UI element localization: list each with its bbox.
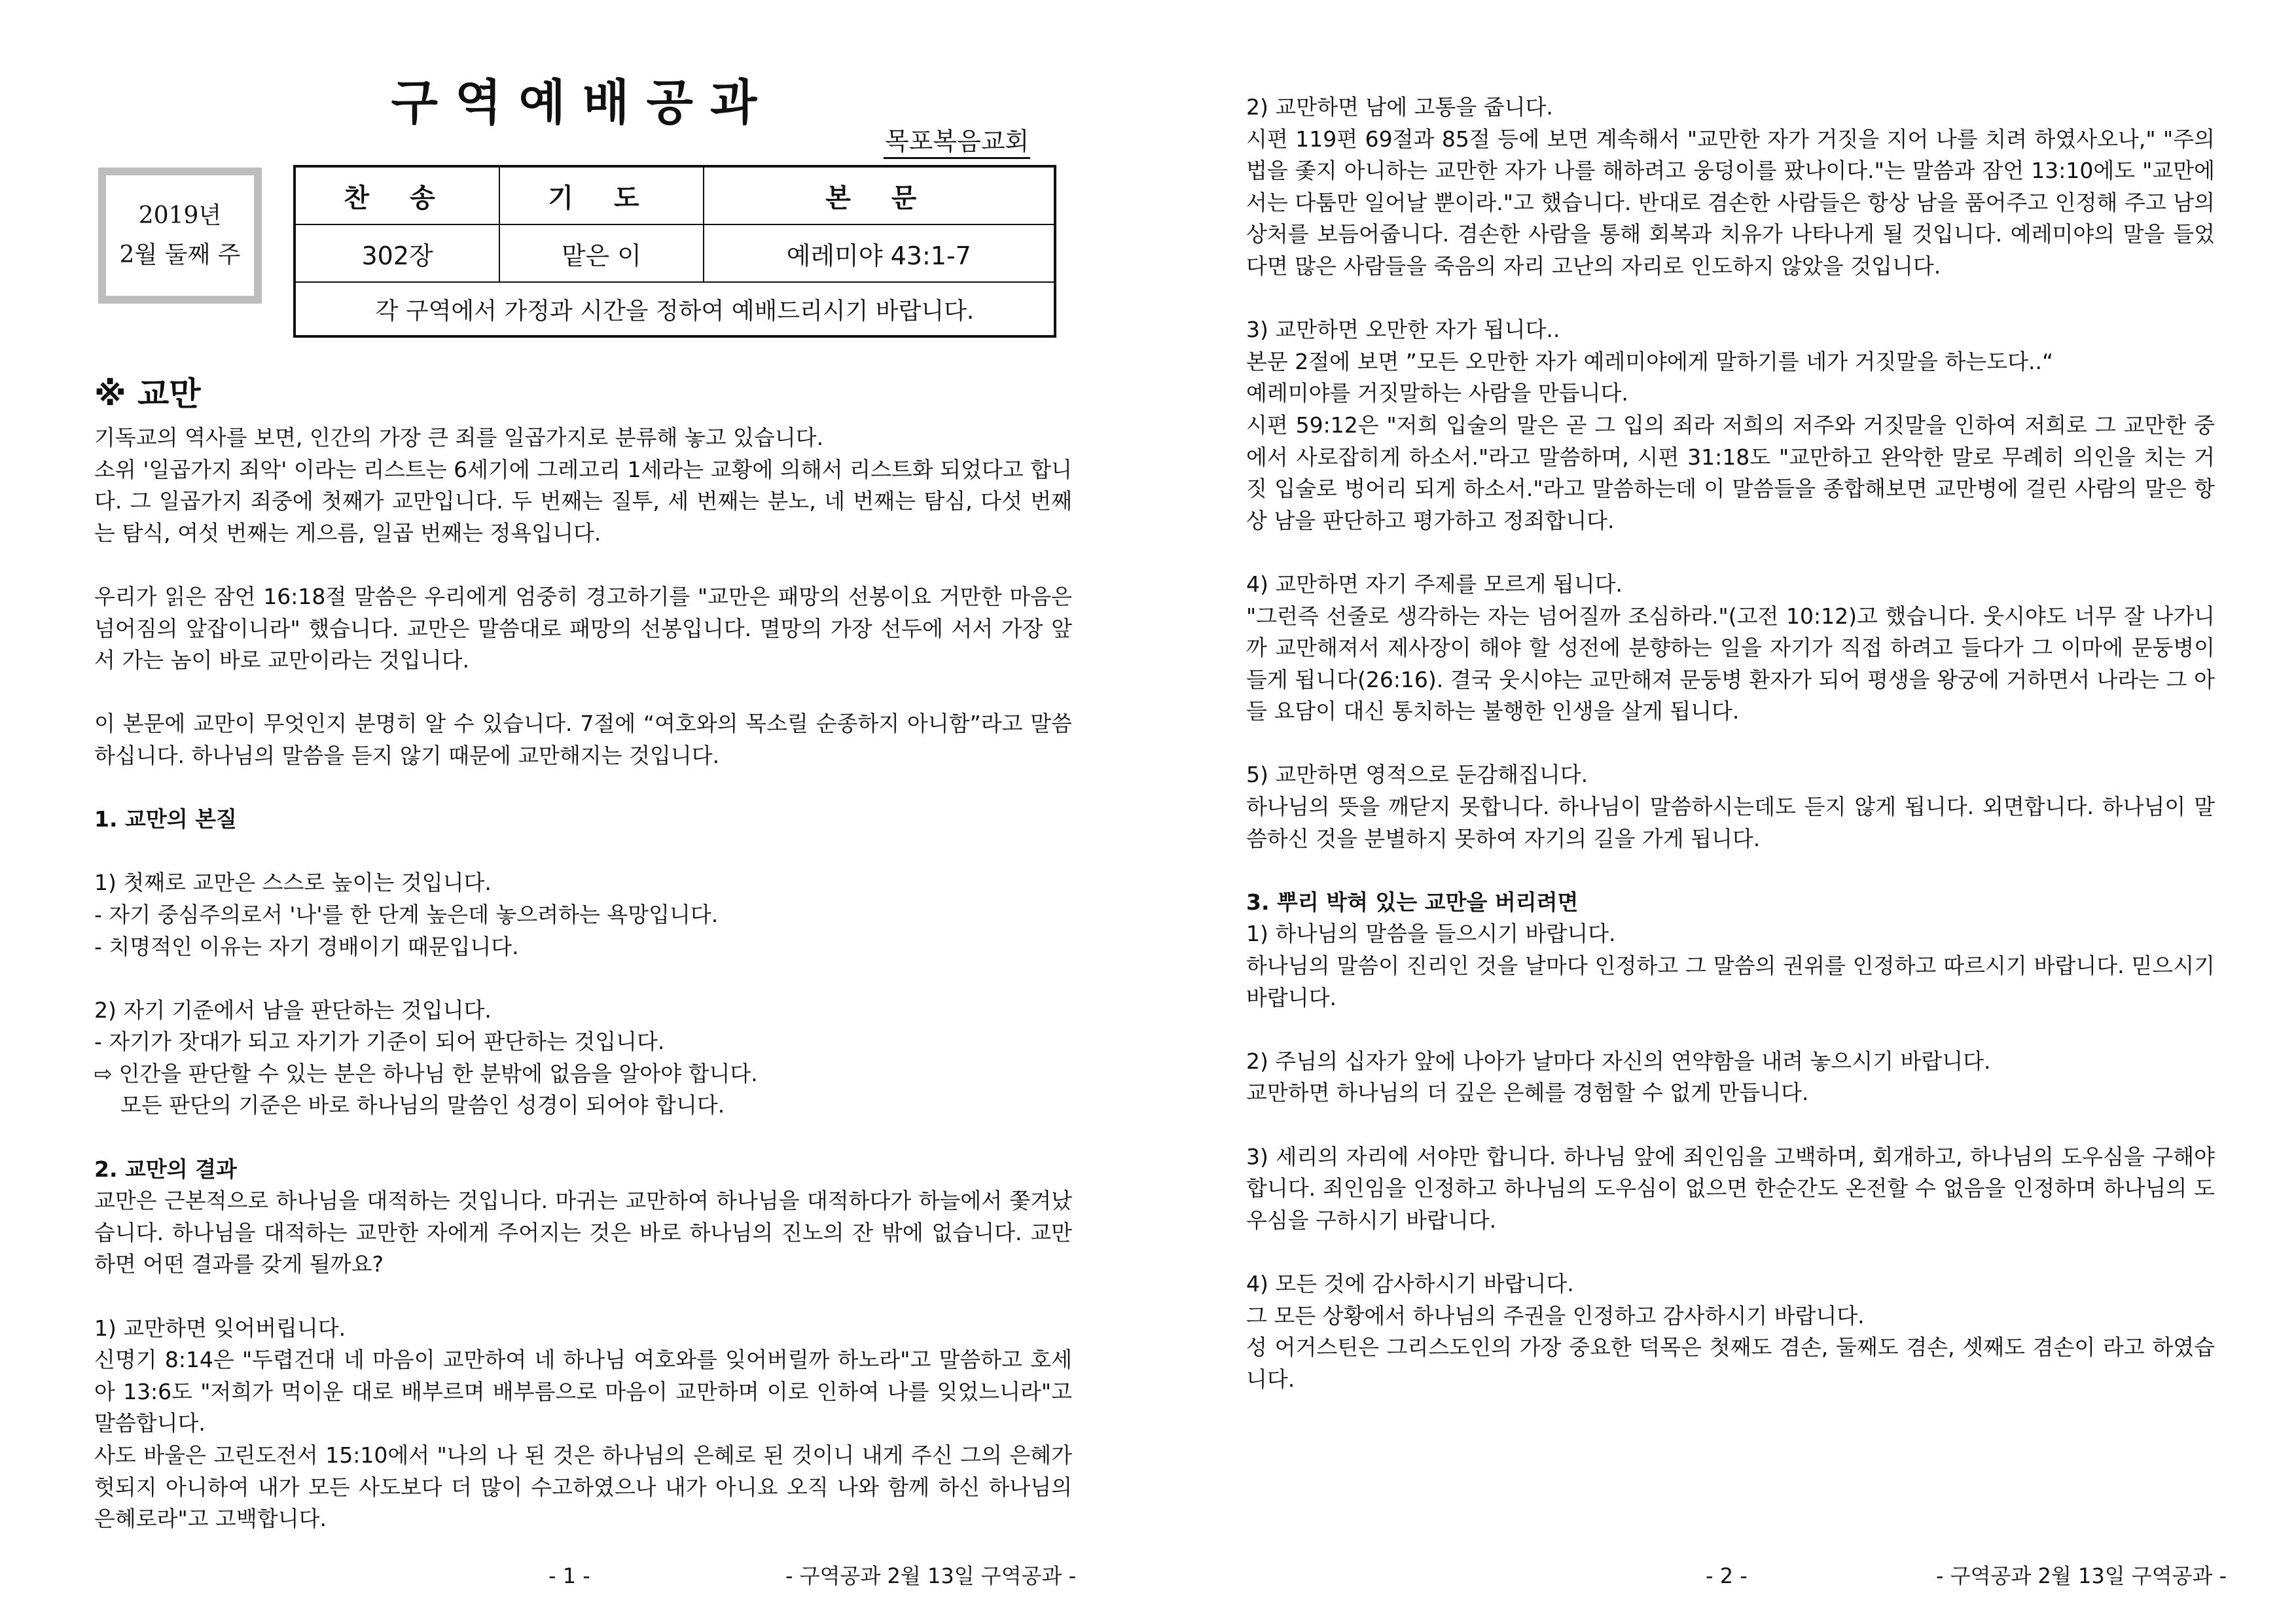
paragraph: 인간을 판단할 수 있는 분은 하나님 한 분밖에 없음을 알아야 합니다.: [118, 1060, 758, 1086]
paragraph: 4) 교만하면 자기 주제를 모르게 됩니다.: [1246, 571, 1623, 597]
subheading: 3. 뿌리 박혀 있는 교만을 버리려면: [1246, 889, 1579, 915]
spacer: [1246, 1014, 2215, 1046]
date-week: 2월 둘째 주: [119, 241, 241, 268]
date-box: [98, 168, 262, 304]
paragraph: - 자기 중심주의로서 '나'를 한 단계 높은데 놓으려하는 욕망입니다.: [94, 901, 719, 927]
left-body: [94, 422, 1072, 1535]
paragraph: 그 모든 상황에서 하나님의 주권을 인정하고 감사하시기 바랍니다.: [1246, 1302, 1865, 1329]
spacer: [1246, 283, 2215, 315]
spacer: [94, 1122, 1072, 1154]
worship-info-table: [293, 165, 1056, 338]
paragraph: 사도 바울은 고린도전서 15:10에서 "나의 나 된 것은 하나님의 은혜로 된 것이니 내게 주신 그의 은혜가 헛되지 아니하여 내가 모든 사도보다 더 많이 수고하였으나 내가 아니요 오직 나와 함께 하신 하나님의 은혜로라"고 고백합니다.: [94, 1442, 1072, 1532]
spacer: [94, 836, 1072, 868]
right-body: [1246, 92, 2215, 1395]
paragraph: 성 어거스틴은 그리스도인의 가장 중요한 덕목은 첫째도 겸손, 둘째도 겸손, 셋째도 겸손이 라고 하였습니다.: [1246, 1334, 2215, 1392]
footer-text: - 구역공과 2월 13일 구역공과 -: [785, 1563, 1077, 1588]
paragraph: 신명기 8:14은 "두렵건대 네 마음이 교만하여 네 하나님 여호와를 잊어버릴까 하노라"고 말씀하고 호세아 13:6도 "저희가 먹이운 대로 배부르며 배부름으로 마음이 교만하며 이로 인하여 나를 잊었느니라"고 말씀합니다.: [94, 1347, 1072, 1436]
text-value: 예레미야 43:1-7: [704, 224, 1055, 282]
prayer-value: 맡은 이: [499, 224, 703, 282]
paragraph: 1) 교만하면 잊어버립니다.: [94, 1315, 346, 1341]
subheading: 1. 교만의 본질: [94, 806, 237, 832]
spacer: [94, 963, 1072, 995]
paragraph: "그런즉 선줄로 생각하는 자는 넘어질까 조심하라."(고전 10:12)고 했습니다. 웃시야도 너무 잘 나가니까 교만해져서 제사장이 해야 할 성전에 분향하는 일을 자기가 직접 하려고 들다가 그 이마에 문둥병이 들게 됩니다(26:16). 결국 웃시야는 교만해져 문둥병 환자가 되어 평생을 왕궁에 거하면서 나라는 그 아들 요담이 대신 통치하는 불행한 인생을 살게 됩니다.: [1246, 603, 2215, 724]
paragraph: 시편 59:12은 "저희 입술의 말은 곧 그 입의 죄라 저희의 저주와 거짓말을 인하여 저희로 그 교만한 중에서 사로잡히게 하소서."라고 말씀하며, 시편 31:18도 "교만하고 완악한 말로 무례히 의인을 치는 거짓 입술로 벙어리 되게 하소서."라고 말씀하는데 이 말씀들을 종합해보면 교만병에 걸린 사람의 말은 항상 남을 판단하고 평가하고 정죄합니다.: [1246, 412, 2215, 533]
spacer: [1246, 537, 2215, 569]
hymn-label: 찬 송: [295, 166, 499, 224]
page-number: - 2 -: [1706, 1563, 1748, 1588]
hollow-right-arrow-icon: ⇨: [94, 1060, 113, 1086]
spacer: [94, 1281, 1072, 1313]
paragraph: 본문 2절에 보면 ”모든 오만한 자가 예레미야에게 말하기를 네가 거짓말을 하는도다..“: [1246, 348, 2054, 374]
text-label: 본 문: [704, 166, 1055, 224]
church-name: 목포복음교회: [884, 126, 1030, 159]
paragraph: 교만은 근본적으로 하나님을 대적하는 것입니다. 마귀는 교만하여 하나님을 대적하다가 하늘에서 쫓겨났습니다. 하나님을 대적하는 교만한 자에게 주어지는 것은 바로 하나님의 진노의 잔 밖에 없습니다. 교만하면 어떤 결과를 갖게 될까요?: [94, 1188, 1072, 1277]
spacer: [94, 772, 1072, 804]
paragraph: 모든 판단의 기준은 바로 하나님의 말씀인 성경이 되어야 합니다.: [120, 1092, 725, 1118]
page-number: - 1 -: [548, 1563, 590, 1588]
spacer: [94, 677, 1072, 709]
spacer: [94, 549, 1072, 581]
spacer: [1246, 1236, 2215, 1268]
paragraph: 4) 모든 것에 감사하시기 바랍니다.: [1246, 1270, 1574, 1296]
paragraph: 우리가 읽은 잠언 16:18절 말씀은 우리에게 엄중히 경고하기를 "교만은 패망의 선봉이요 거만한 마음은 넘어짐의 앞잡이니라" 했습니다. 교만은 말씀대로 패망의 선봉입니다. 멸망의 가장 선두에 서서 가장 앞서 가는 놈이 바로 교만이라는 것입니다.: [94, 583, 1072, 673]
table-notice-row: [295, 282, 1055, 336]
paragraph: 3) 세리의 자리에 서야만 합니다. 하나님 앞에 죄인임을 고백하며, 회개하고, 하나님의 도우심을 구해야 합니다. 죄인임을 인정하고 하나님의 도우심이 없으면 한순간도 온전할 수 없음을 인정하며 하나님의 도우심을 구하시기 바랍니다.: [1246, 1143, 2215, 1233]
paragraph: 교만하면 하나님의 더 깊은 은혜를 경험할 수 없게 만듭니다.: [1246, 1080, 1809, 1106]
paragraph: - 치명적인 이유는 자기 경배이기 때문입니다.: [94, 933, 519, 959]
paragraph: 5) 교만하면 영적으로 둔감해집니다.: [1246, 762, 1588, 788]
table-header-row: [295, 166, 1055, 224]
paragraph: 2) 주님의 십자가 앞에 나아가 날마다 자신의 연약함을 내려 놓으시기 바랍니다.: [1246, 1048, 1991, 1074]
spacer: [1246, 728, 2215, 760]
prayer-label: 기 도: [499, 166, 703, 224]
paragraph: 예레미야를 거짓말하는 사람을 만듭니다.: [1246, 380, 1628, 406]
paragraph: 시편 119편 69절과 85절 등에 보면 계속해서 "교만한 자가 거짓을 지어 나를 치려 하였사오나," "주의 법을 좇지 아니하는 교만한 자가 나를 해하려고 웅덩이를 팠나이다."는 말씀과 잠언 13:10에도 "교만에서는 다툼만 일어날 뿐이라."고 했습니다. 반대로 겸손한 사람들은 항상 남을 품어주고 인정해 주고 남의 상처를 보듬어줍니다. 겸손한 사람을 통해 회복과 치유가 나타나게 될 것입니다. 예레미야의 말을 들었다면 많은 사람들을 죽음의 자리 고난의 자리로 인도하지 않았을 것입니다.: [1246, 126, 2215, 279]
page-title: 구역예배공과: [391, 75, 774, 131]
spacer: [1246, 855, 2215, 887]
paragraph: 2) 자기 기준에서 남을 판단하는 것입니다.: [94, 997, 492, 1023]
subheading: 2. 교만의 결과: [94, 1156, 237, 1182]
paragraph: 3) 교만하면 오만한 자가 됩니다..: [1246, 317, 1560, 343]
paragraph: 소위 '일곱가지 죄악' 이라는 리스트는 6세기에 그레고리 1세라는 교황에 의해서 리스트화 되었다고 합니다. 그 일곱가지 죄중에 첫째가 교만입니다. 두 번째는 질투, 세 번째는 분노, 네 번째는 탐심, 다섯 번째는 탐식, 여섯 번째는 게으름, 일곱 번째는 정욕입니다.: [94, 456, 1072, 546]
paragraph: 이 본문에 교만이 무엇인지 분명히 알 수 있습니다. 7절에 “여호와의 목소릴 순종하지 아니함”라고 말씀하십니다. 하나님의 말씀을 듣지 않기 때문에 교만해지는 것입니다.: [94, 711, 1072, 768]
paragraph: - 자기가 잣대가 되고 자기가 기준이 되어 판단하는 것입니다.: [94, 1029, 665, 1055]
arrow-paragraph: [94, 1058, 1072, 1090]
paragraph: 하나님의 뜻을 깨닫지 못합니다. 하나님이 말씀하시는데도 듣지 않게 됩니다. 외면합니다. 하나님이 말씀하신 것을 분별하지 못하여 자기의 길을 가게 됩니다.: [1246, 794, 2215, 851]
section-title: ※ 교만: [94, 375, 201, 413]
paragraph: 하나님의 말씀이 진리인 것을 날마다 인정하고 그 말씀의 권위를 인정하고 따르시기 바랍니다. 믿으시기 바랍니다.: [1246, 953, 2215, 1010]
page-2: [1148, 0, 2296, 1623]
footer-text: - 구역공과 2월 13일 구역공과 -: [1936, 1563, 2227, 1588]
hymn-value: 302장: [295, 224, 499, 282]
paragraph: 1) 첫째로 교만은 스스로 높이는 것입니다.: [94, 870, 492, 896]
date-inner: [106, 175, 254, 296]
worship-notice: 각 구역에서 가정과 시간을 정하여 예배드리시기 바랍니다.: [295, 282, 1055, 336]
date-year: 2019년: [138, 202, 222, 229]
table-value-row: [295, 224, 1055, 282]
paragraph: 1) 하나님의 말씀을 들으시기 바랍니다.: [1246, 921, 1616, 947]
spacer: [1246, 1109, 2215, 1141]
paragraph: 2) 교만하면 남에 고통을 줍니다.: [1246, 94, 1553, 120]
paragraph: 기독교의 역사를 보면, 인간의 가장 큰 죄를 일곱가지로 분류해 놓고 있습니다.: [94, 425, 824, 450]
